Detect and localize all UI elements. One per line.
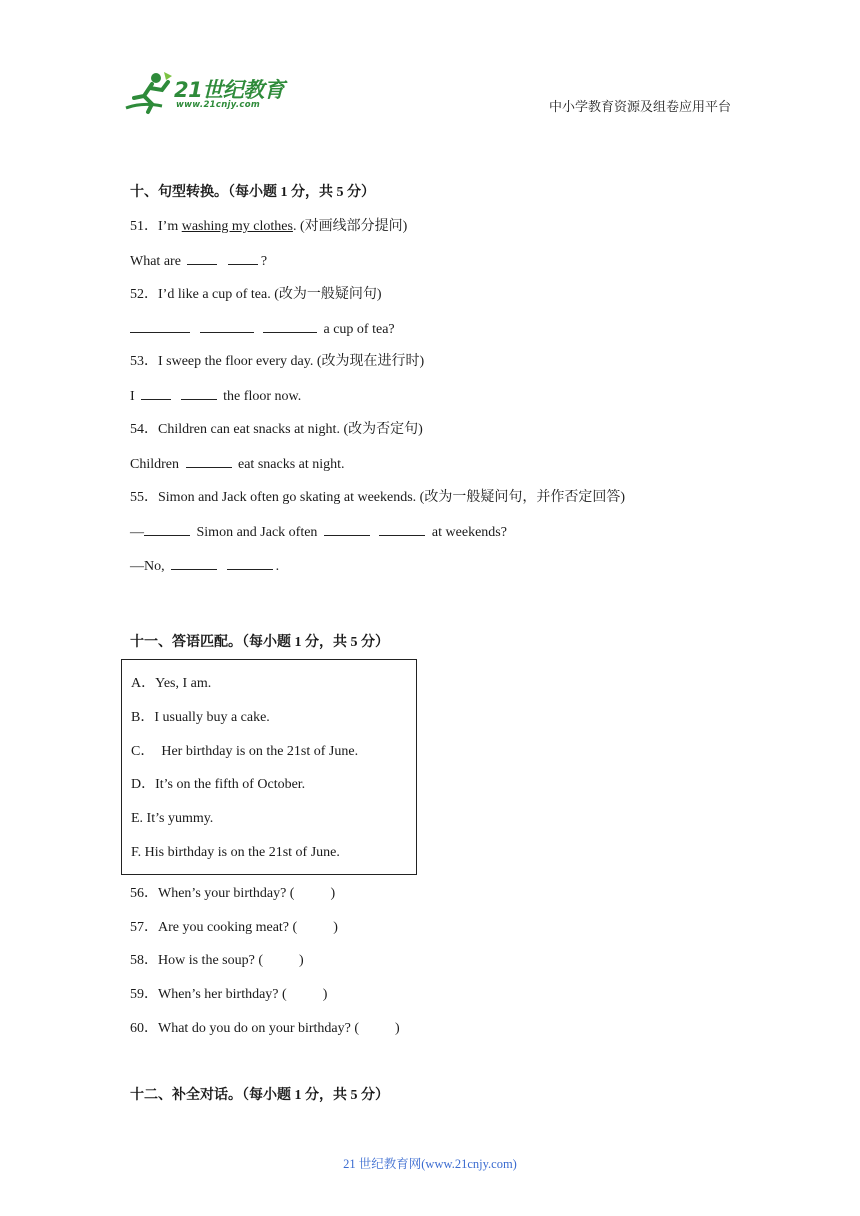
question-51: 51．I’m washing my clothes. (对画线部分提问)	[130, 219, 408, 234]
question-53: 53．I sweep the floor every day. (改为现在进行时)	[130, 354, 425, 369]
question-number: 53．	[130, 354, 158, 369]
question-number: 56．	[130, 886, 158, 901]
answer-blank[interactable]	[227, 557, 273, 570]
answer-blank[interactable]	[324, 523, 370, 536]
answer-blank[interactable]	[181, 387, 217, 400]
question-57: 57．Are you cooking meat? ( )	[130, 920, 338, 935]
answer-blank[interactable]	[186, 455, 232, 468]
answer-55-question: — Simon and Jack often at weekends?	[130, 525, 507, 540]
answer-blank[interactable]	[379, 523, 425, 536]
question-55: 55．Simon and Jack often go skating at weekends. (改为一般疑问句，并作否定回答)	[130, 490, 625, 505]
page-header	[0, 0, 860, 130]
answer-blank[interactable]	[263, 320, 317, 333]
answer-blank[interactable]	[130, 320, 190, 333]
option-c: C． Her birthday is on the 21st of June.	[131, 744, 359, 759]
underlined-phrase: washing my clothes	[181, 219, 293, 234]
question-59: 59．When’s her birthday? ( )	[130, 987, 328, 1002]
answer-55-reply: —No, .	[130, 559, 280, 574]
option-d: D．It’s on the fifth of October.	[131, 777, 306, 792]
answer-53: I the floor now.	[130, 389, 302, 404]
option-b: B．I usually buy a cake.	[131, 710, 270, 725]
question-54: 54．Children can eat snacks at night. (改为否定句)	[130, 422, 423, 437]
platform-name: 中小学教育资源及组卷应用平台	[549, 99, 732, 114]
question-number: 51．	[130, 219, 158, 234]
question-number: 60．	[130, 1021, 158, 1036]
answer-blank[interactable]	[144, 523, 190, 536]
question-number: 59．	[130, 987, 158, 1002]
footer-link[interactable]: 21 世纪教育网(www.21cnjy.com)	[343, 1157, 517, 1171]
question-52: 52．I’d like a cup of tea. (改为一般疑问句)	[130, 287, 382, 302]
option-f: F. His birthday is on the 21st of June.	[131, 845, 340, 860]
question-60: 60．What do you do on your birthday? ( )	[130, 1021, 400, 1036]
answer-54: Children eat snacks at night.	[130, 457, 345, 472]
answer-blank[interactable]	[187, 252, 217, 265]
question-number: 58．	[130, 953, 158, 968]
question-number: 57．	[130, 920, 158, 935]
answer-blank[interactable]	[171, 557, 217, 570]
answer-51: What are ?	[130, 254, 268, 269]
question-56: 56．When’s your birthday? ( )	[130, 886, 336, 901]
question-number: 54．	[130, 422, 158, 437]
answer-blank[interactable]	[200, 320, 254, 333]
answer-52: a cup of tea?	[130, 320, 395, 339]
question-number: 55．	[130, 490, 158, 505]
logo-text: 21世纪教育	[174, 78, 285, 102]
options-box	[121, 659, 417, 875]
section-10-title: 十、句型转换。（每小题 1 分，共 5 分）	[130, 185, 375, 200]
section-11-title: 十一、答语匹配。（每小题 1 分，共 5 分）	[130, 635, 389, 650]
question-number: 52．	[130, 287, 158, 302]
answer-blank[interactable]	[228, 252, 258, 265]
section-12-title: 十二、补全对话。（每小题 1 分，共 5 分）	[130, 1088, 389, 1103]
option-a: A．Yes, I am.	[131, 676, 212, 691]
option-e: E. It’s yummy.	[131, 811, 214, 826]
answer-blank[interactable]	[141, 387, 171, 400]
logo-url: www.21cnjy.com	[176, 100, 260, 110]
question-58: 58．How is the soup? ( )	[130, 953, 304, 968]
